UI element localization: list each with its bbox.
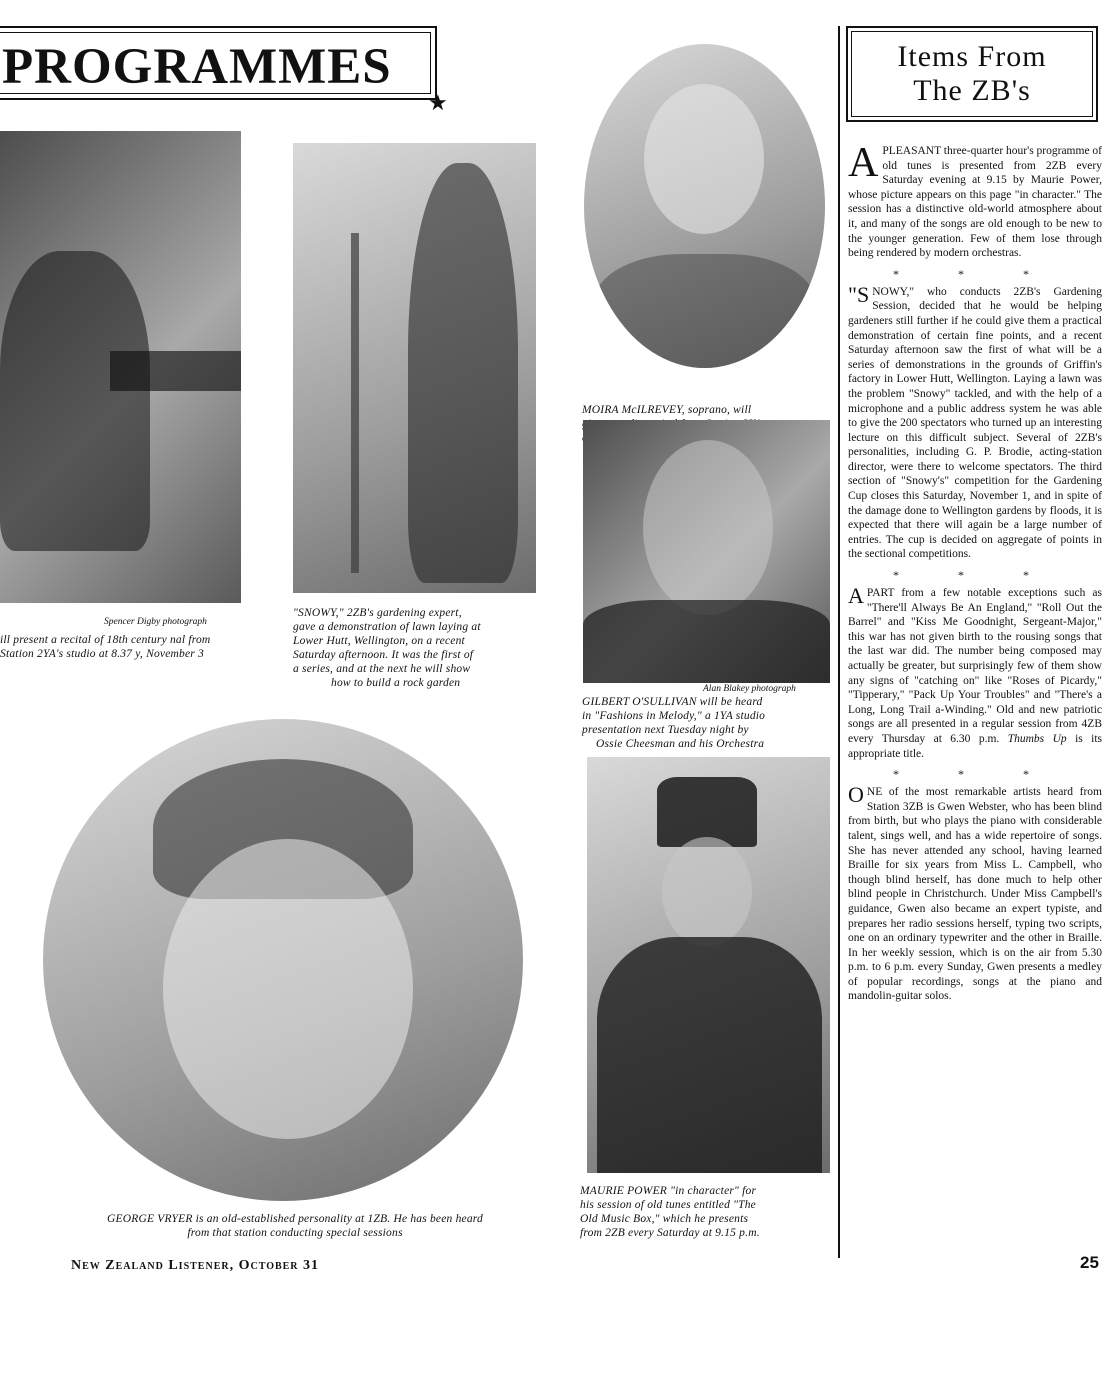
maurie-caption: MAURIE POWER "in character" for his session of old tunes entitled "The Old Music Box," which he presents from 2ZB every Saturday at 9.15 p.m. (580, 1185, 760, 1239)
moira-photo (584, 44, 825, 368)
separator: * * * (893, 568, 1057, 583)
zb-title-line1: Items From (897, 40, 1047, 73)
zb-paragraph-4: ONE of the most remarkable artists heard from Station 3ZB is Gwen Webster, who has been blind from birth, but who plays the piano with considerable talent, sings well, and has a wide repertoire of songs. She has never attended any school, having learned Braille for six years from Miss L. Campbell, who though blind herself, has done much to help other blind people in Christchurch. Under Miss Campbell's guidance, Gwen also became an expert typiste, and prepares her radio sessions herself, typing two scripts, one on an ordinary typewriter and the other in Braille. In her weekly session, which is on the air from 5.30 p.m. to 6 p.m. every Sunday, Gwen presents a medley of popular recordings, songs at the piano and mandolin-guitar solos. (848, 782, 1102, 1003)
star-icon: ★ (428, 90, 448, 115)
gilbert-photo (583, 420, 830, 683)
snowy-caption: "SNOWY," 2ZB's gardening expert, gave a demonstration of lawn laying at Lower Hutt, Wellington, on a recent Saturday afternoon. It was the first of a series, and at the next he will show how to build a rock garden (293, 607, 481, 689)
zb-paragraph-2: "SNOWY," who conducts 2ZB's Gardening Session, decided that he would be helping gardeners still further if he could give them a practical demonstration of certain fine points, and a recent Saturday afternoon saw the first of what will be a series of demonstrations in the grounds of Griffin's factory in Lower Hutt, Wellington. Laying a lawn was the problem "Snowy" tackled, and with the help of a microphone and a public address system he was able to give the 200 spectators who turned up an interesting lecture on this difficult subject. Several of 2ZB's personalities, including G. P. Brodie, acting-station director, were there to welcome spectators. The third section of "Snowy's" competition for the Gardening Cup closes this Saturday, November 1, and in spite of the damage done to Wellington gardens by floods, it is expected that there will again be a large number of entries. The cup is decided on aggregate of points in the sectional competitions. (848, 281, 1102, 561)
piano-photo (0, 131, 241, 603)
column-rule (838, 26, 840, 1258)
section-header-box (0, 26, 437, 100)
piano-caption: ill present a recital of 18th century nal from Station 2YA's studio at 8.37 y, November 3 (0, 634, 211, 660)
zb-paragraph-1: APLEASANT three-quarter hour's programme of old tunes is presented from 2ZB every Saturday evening at 9.15 by Maurie Power, whose picture appears on this page "in character." The session has a distinctive old-world atmosphere about it, and many of the songs are old enough to be new to the younger generation. Few of them lose through being rendered by modern orchestras. (848, 140, 1103, 260)
piano-photo-credit: Spencer Digby photograph (104, 617, 207, 627)
zb-column (848, 140, 1103, 1004)
moira-caption: MOIRA McILREVEY, soprano, will (582, 404, 752, 416)
snowy-photo (293, 143, 536, 593)
footer-publication: New Zealand Listener, October 31 (71, 1258, 320, 1273)
separator: * * * (893, 767, 1057, 782)
separator: * * * (893, 266, 1057, 281)
george-photo (43, 719, 523, 1201)
zb-paragraph-3: APART from a few notable exceptions such as "There'll Always Be An England," "Roll Out the Barrel" and "Kiss Me Goodnight, Sergeant-Major," this war has not given birth to the rousing songs that the last war did. The number being composed may actually be greater, but surprisingly few of them show any signs of "catching on" like "Roses of Picardy," "Tipperary," "Pack Up Your Troubles" and "There's a Long, Long Trail a-Winding." Old and new patriotic songs are all presented in a regular session from 4ZB every Thursday at 6.30 p.m. Thumbs Up is its appropriate title. (848, 583, 1103, 760)
zb-title-line2: The ZB's (913, 74, 1031, 107)
gilbert-photo-credit: Alan Blakey photograph (703, 684, 796, 694)
maurie-photo (587, 757, 830, 1173)
george-caption: GEORGE VRYER is an old-established personality at 1ZB. He has been heard from that station conducting special sessions (107, 1213, 483, 1239)
gilbert-caption: GILBERT O'SULLIVAN will be heard in "Fashions in Melody," a 1YA studio presentation next Tuesday night by Ossie Cheesman and his Orchestra (582, 696, 766, 750)
page-title: PROGRAMMES (2, 39, 392, 95)
zb-title-box (846, 26, 1098, 122)
page-number: 25 (1080, 1253, 1099, 1272)
